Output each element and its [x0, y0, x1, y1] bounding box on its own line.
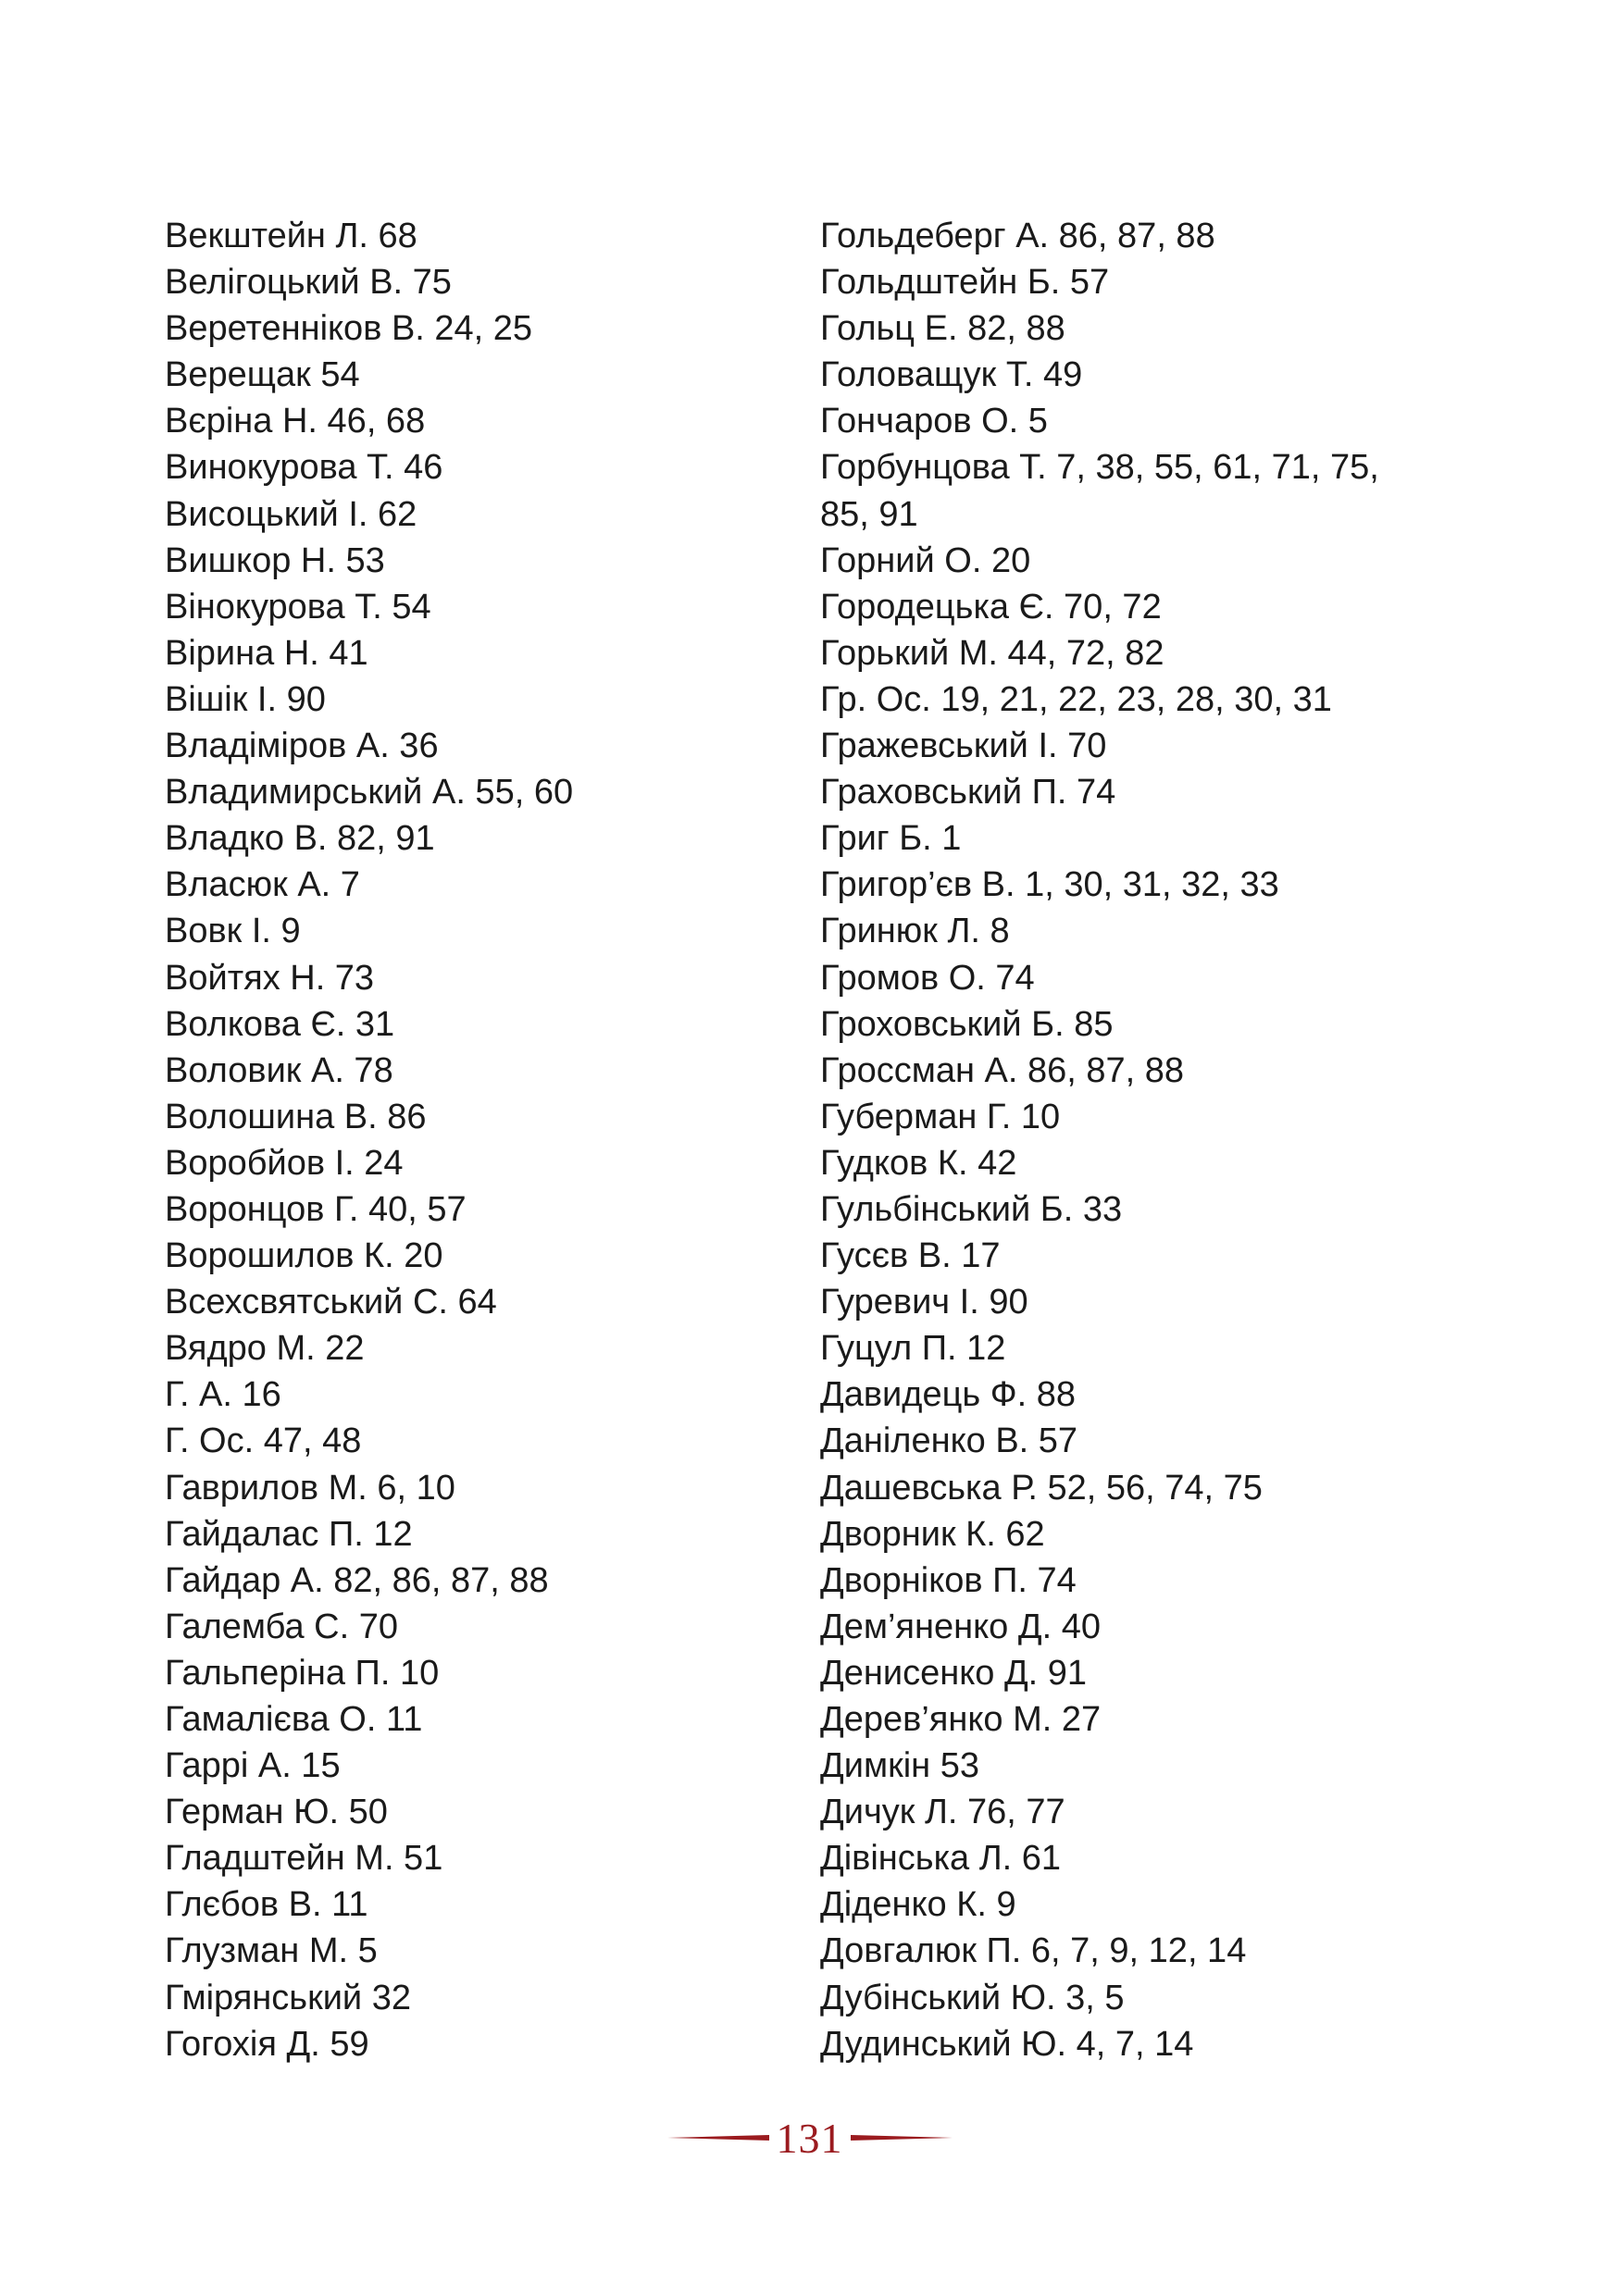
- index-entry: Гольц Е. 82, 88: [820, 309, 1065, 349]
- index-entry: Дем’яненко Д. 40: [820, 1607, 1101, 1646]
- index-entry: Глєбов В. 11: [165, 1885, 368, 1925]
- index-entry: Гольдштейн Б. 57: [820, 263, 1110, 303]
- index-entry: Гусєв В. 17: [820, 1236, 1001, 1276]
- right-decorative-rule: [851, 2133, 953, 2142]
- index-entry: Гайдар А. 82, 86, 87, 88: [165, 1560, 549, 1600]
- index-entry: Вєріна Н. 46, 68: [165, 402, 426, 441]
- index-entry: Воловик А. 78: [165, 1050, 393, 1090]
- index-entry: Гмірянський 32: [165, 1978, 411, 2017]
- index-entry: Верещак 54: [165, 355, 360, 395]
- index-entry: Гальперіна П. 10: [165, 1653, 440, 1693]
- index-entry: Давидець Ф. 88: [820, 1375, 1076, 1415]
- index-entry: Граховський П. 74: [820, 773, 1116, 813]
- index-entry: Гончаров О. 5: [820, 402, 1048, 441]
- index-entry: Гудков К. 42: [820, 1143, 1017, 1183]
- index-entry: Дубінський Ю. 3, 5: [820, 1978, 1125, 2017]
- index-entry: Велігоцький В. 75: [165, 263, 452, 303]
- index-entry: Даніленко В. 57: [820, 1421, 1078, 1461]
- index-entry: Винокурова Т. 46: [165, 448, 443, 488]
- index-entry: Гринюк Л. 8: [820, 912, 1010, 951]
- index-entry: Горький М. 44, 72, 82: [820, 633, 1164, 673]
- index-entry: Дичук Л. 76, 77: [820, 1793, 1065, 1832]
- index-entry: Галемба С. 70: [165, 1607, 398, 1646]
- index-entry: Гольдеберг А. 86, 87, 88: [820, 217, 1215, 255]
- index-entry: Гладштейн М. 51: [165, 1839, 443, 1879]
- index-entry: Воронцов Г. 40, 57: [165, 1189, 467, 1229]
- index-entry: Гульбінський Б. 33: [820, 1189, 1123, 1229]
- index-column-right: [820, 213, 1487, 2067]
- index-entry: Вінокурова Т. 54: [165, 587, 431, 627]
- index-entry: Владіміров А. 36: [165, 726, 439, 766]
- index-entry: Воробйов І. 24: [165, 1143, 404, 1183]
- page-footer: [0, 2110, 1619, 2166]
- index-entry: Всехсвятський С. 64: [165, 1283, 497, 1322]
- index-entry: Городецька Є. 70, 72: [820, 587, 1162, 627]
- index-entry: Дворник К. 62: [820, 1514, 1045, 1554]
- index-entry: Вірина Н. 41: [165, 633, 368, 673]
- left-decorative-rule: [667, 2133, 769, 2142]
- index-entry: Гуцул П. 12: [820, 1329, 1006, 1369]
- index-entry: Губерман Г. 10: [820, 1097, 1061, 1136]
- index-entry: Волошина В. 86: [165, 1097, 427, 1136]
- index-entry: Герман Ю. 50: [165, 1793, 388, 1832]
- index-entry: Владко В. 82, 91: [165, 819, 435, 859]
- index-entry: Григ Б. 1: [820, 819, 962, 859]
- index-entry: Гражевський І. 70: [820, 726, 1107, 766]
- index-entry: Власюк А. 7: [165, 865, 360, 905]
- index-entry: Ворошилов К. 20: [165, 1236, 443, 1276]
- index-entry: Довгалюк П. 6, 7, 9, 12, 14: [820, 1931, 1247, 1971]
- index-entry: Гуревич І. 90: [820, 1283, 1028, 1322]
- index-entry: Гамалієва О. 11: [165, 1700, 423, 1739]
- index-entry: Волкова Є. 31: [165, 1004, 395, 1044]
- index-entry: Г. А. 16: [165, 1375, 281, 1415]
- index-entry: Войтях Н. 73: [165, 958, 375, 998]
- index-entry: Дудинський Ю. 4, 7, 14: [820, 2024, 1194, 2064]
- index-entry: Гаврилов М. 6, 10: [165, 1468, 455, 1508]
- index-entry: Гаррі А. 15: [165, 1746, 341, 1786]
- index-entry: Векштейн Л. 68: [165, 217, 417, 255]
- index-entry: Вовк І. 9: [165, 912, 301, 951]
- index-entry: Дерев’янко М. 27: [820, 1700, 1102, 1739]
- index-entry: Дашевська Р. 52, 56, 74, 75: [820, 1468, 1263, 1508]
- index-entry: Дівінська Л. 61: [820, 1839, 1062, 1879]
- index-entry: Громов О. 74: [820, 958, 1035, 998]
- index-entry: Гогохія Д. 59: [165, 2024, 369, 2064]
- index-entry: Висоцький І. 62: [165, 494, 417, 534]
- index-entry: Гроховський Б. 85: [820, 1004, 1114, 1044]
- index-entry: Горний О. 20: [820, 540, 1031, 580]
- index-entry: Вишкор Н. 53: [165, 540, 385, 580]
- index-entry: Григор’єв В. 1, 30, 31, 32, 33: [820, 865, 1279, 905]
- page-number: 131: [776, 2114, 843, 2162]
- index-entry: Гайдалас П. 12: [165, 1514, 413, 1554]
- index-entry: Г. Ос. 47, 48: [165, 1421, 362, 1461]
- index-column-left: [165, 213, 794, 2067]
- index-entry: Вішік І. 90: [165, 679, 326, 719]
- index-entry: Вядро М. 22: [165, 1329, 365, 1369]
- index-entry: Владимирський А. 55, 60: [165, 773, 574, 813]
- index-entry: Дворніков П. 74: [820, 1560, 1077, 1600]
- index-entry: Денисенко Д. 91: [820, 1653, 1088, 1693]
- index-entry: Веретенніков В. 24, 25: [165, 309, 533, 349]
- index-entry: Гроссман А. 86, 87, 88: [820, 1050, 1185, 1090]
- index-entry: Діденко К. 9: [820, 1885, 1016, 1925]
- index-entry: Гр. Ос. 19, 21, 22, 23, 28, 30, 31: [820, 679, 1332, 719]
- index-entry: Глузман М. 5: [165, 1931, 378, 1971]
- index-entry: Горбунцова Т. 7, 38, 55, 61, 71, 75, 85, 91: [820, 448, 1379, 534]
- index-entry: Головащук Т. 49: [820, 355, 1083, 395]
- index-entry: Димкін 53: [820, 1746, 979, 1786]
